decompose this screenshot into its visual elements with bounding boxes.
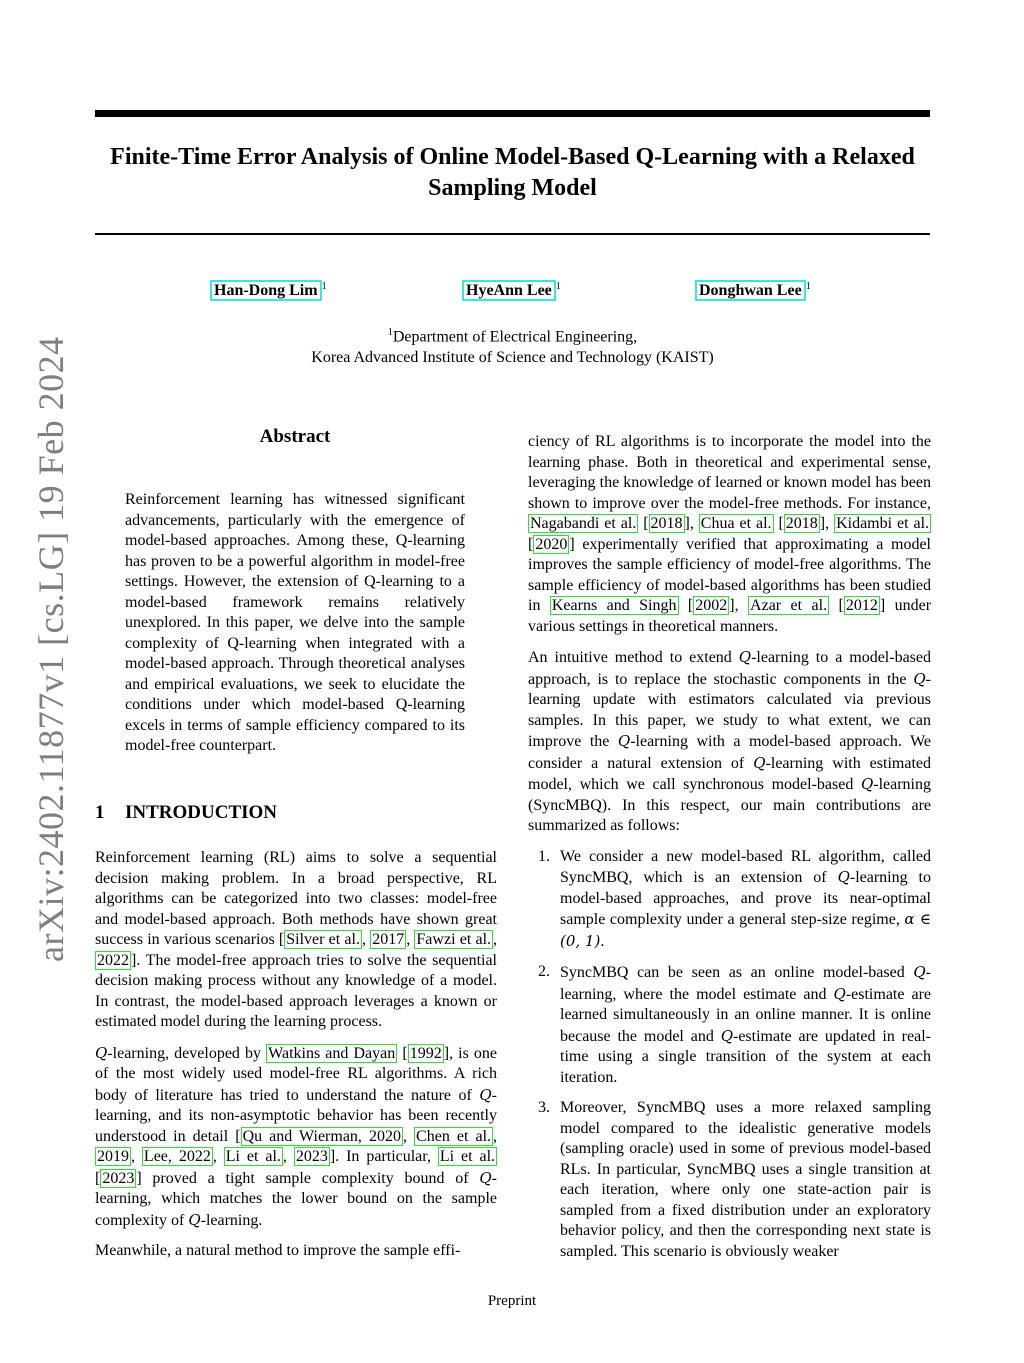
affiliation: $^1$Department of Electrical Engineering, Korea Advanced Institute of Science and Technology (KAIST)	[311, 327, 714, 367]
list-item: 3. Moreover, SyncMBQ uses a more relaxed sampling model compared to the idealistic generative models (sampling oracle) used in some of previous model-based RLs. In particular, SyncMBQ uses a single transition at each iteration, where only one state-action pair is sampled from a fixed distribution under an exploratory behavior policy, and then the corresponding next state is sampled. This scenario is obviously weaker	[538, 1099, 931, 1260]
intro-paragraph-3: Meanwhile, a natural method to improve the sample effi-	[95, 1242, 461, 1259]
citation[interactable]: 2020	[535, 535, 568, 553]
author-1[interactable]: Han-Dong Lim $^1$	[210, 281, 327, 300]
citation[interactable]: Watkins and Dayan	[268, 1044, 396, 1062]
abstract-text: Reinforcement learning has witnessed significant advancements, particularly with the emergence of model-based approaches. Among these, Q-learning has proven to be a powerful algorithm in model-free settings. However, the extension of Q-learning to a model-based framework remains relatively unexplored. In this paper, we delve into the sample complexity of Q-learning when integrated with a model-based approach. Through theoretical analyses and empirical evaluations, we seek to elucidate the conditions under which model-based Q-learning excels in terms of sample efficiency compared to its model-free counterpart.	[125, 491, 465, 754]
page-footer: Preprint	[487, 1293, 537, 1309]
author-2[interactable]: HyeAnn Lee $^1$	[462, 281, 561, 300]
citation[interactable]: 2023	[102, 1169, 135, 1187]
paper-title: Finite-Time Error Analysis of Online Model-Based Q-Learning with a Relaxed Sampling Model	[110, 144, 915, 201]
contribution-list	[528, 847, 931, 1263]
citation[interactable]: Kearns and Singh	[551, 597, 677, 614]
arxiv-stamp: arXiv:2402.11877v1 [cs.LG] 19 Feb 2024	[31, 336, 71, 962]
right-paragraph-1: ciency of RL algorithms is to incorporate the model into the learning phase. Both in theoretical and experimental sense, leveraging the knowledge of learned or known model has been shown to improve over the model-free methods. For instance, Nagabandi et al. [ 2018 ], Chua et al. [ 2018 ], Kidambi et al. [ 2020 ] experimentally verified that approximating a model improves the sample efficiency of model-free algorithms. The sample efficiency of model-based algorithms has been studied in Kearns and Singh [ 2002 ], Azar et al. [ 2012 ] under various settings in theoretical manners.	[528, 433, 932, 635]
citation[interactable]: 2019	[97, 1148, 129, 1165]
citation[interactable]: Silver et al.	[286, 931, 360, 948]
citation[interactable]: Azar et al.	[750, 597, 828, 614]
citation[interactable]: 2023	[295, 1148, 328, 1165]
citation[interactable]: 1992	[409, 1044, 442, 1062]
intro-paragraph-2: Q-learning, developed by Watkins and Dayan [ 1992 ], is one of the most widely used model-free RL algorithms. A rich body of literature has tried to understand the nature of Q-learning, and its non-asymptotic behavior has been recently understood in detail [ Qu and Wierman, 2020 , Chen et al. , 2019 , Lee, 2022 , Li et al. , 2023 ]. In particular, Li et al. [ 2023 ] proved a tight sample complexity bound of Q-learning, which matches the lower bound on the sample complexity of Q-learning.	[95, 1043, 498, 1229]
title-top-rule	[95, 110, 930, 117]
citation[interactable]: 2022	[97, 951, 129, 969]
citation[interactable]: Qu and Wierman, 2020	[242, 1127, 401, 1145]
citation[interactable]: Li et al.	[439, 1148, 496, 1165]
citation[interactable]: 2018	[785, 515, 818, 532]
citation[interactable]: 2002	[695, 597, 728, 614]
abstract-heading: Abstract	[259, 426, 331, 447]
right-paragraph-2: An intuitive method to extend Q-learning to a model-based approach, is to replace the stochastic components in the Q-learning update with estimators calculated via previous samples. In this paper, we study to what extent, we can improve the Q-learning with a model-based approach. We consider a natural extension of Q-learning with estimated model, which we call synchronous model-based Q-learning (SyncMBQ). In this respect, our main contributions are summarized as follows:	[528, 648, 932, 834]
author-3[interactable]: Donghwan Lee $^1$	[695, 281, 811, 300]
citation[interactable]: Li et al.	[225, 1148, 281, 1165]
citation[interactable]: Fawzi et al.	[416, 931, 492, 948]
intro-left-column	[95, 848, 497, 1272]
citation[interactable]: Chua et al.	[700, 515, 772, 532]
citation[interactable]: 2012	[845, 597, 878, 614]
citation[interactable]: 2017	[372, 931, 405, 948]
list-item: 2. SyncMBQ can be seen as an online model-based Q-learning, where the model estimate and Q-estimate are learned simultaneously in an online manner. It is online because the model and Q-estimate are updated in real-time using a single transition of the system at each iteration.	[538, 963, 932, 1086]
title-bottom-rule	[95, 233, 930, 235]
citation[interactable]: Chen et al.	[416, 1127, 492, 1145]
citation[interactable]: 2018	[650, 515, 683, 532]
citation[interactable]: Lee, 2022	[143, 1148, 211, 1165]
citation[interactable]: Kidambi et al.	[836, 515, 930, 532]
intro-paragraph-1: Reinforcement learning (RL) aims to solve a sequential decision making problem. In a broad perspective, RL algorithms can be categorized into two classes: model-free and model-based approach. Both methods have shown great success in various scenarios [ Silver et al. , 2017 , Fawzi et al. , 2022 ]. The model-free approach tries to solve the sequential decision making process without any knowledge of a model. In contrast, the model-based approach leverages a known or estimated model during the learning process.	[95, 849, 498, 1030]
intro-right-column	[528, 432, 931, 1272]
list-item: 1. We consider a new model-based RL algorithm, called SyncMBQ, which is an extension of Q-learning to model-based approaches, and prove its near-optimal sample complexity under a general step-size regime, α ∈ (0, 1).	[538, 847, 931, 950]
citation[interactable]: Nagabandi et al.	[530, 515, 637, 532]
section-heading: 1 INTRODUCTION	[95, 802, 278, 823]
